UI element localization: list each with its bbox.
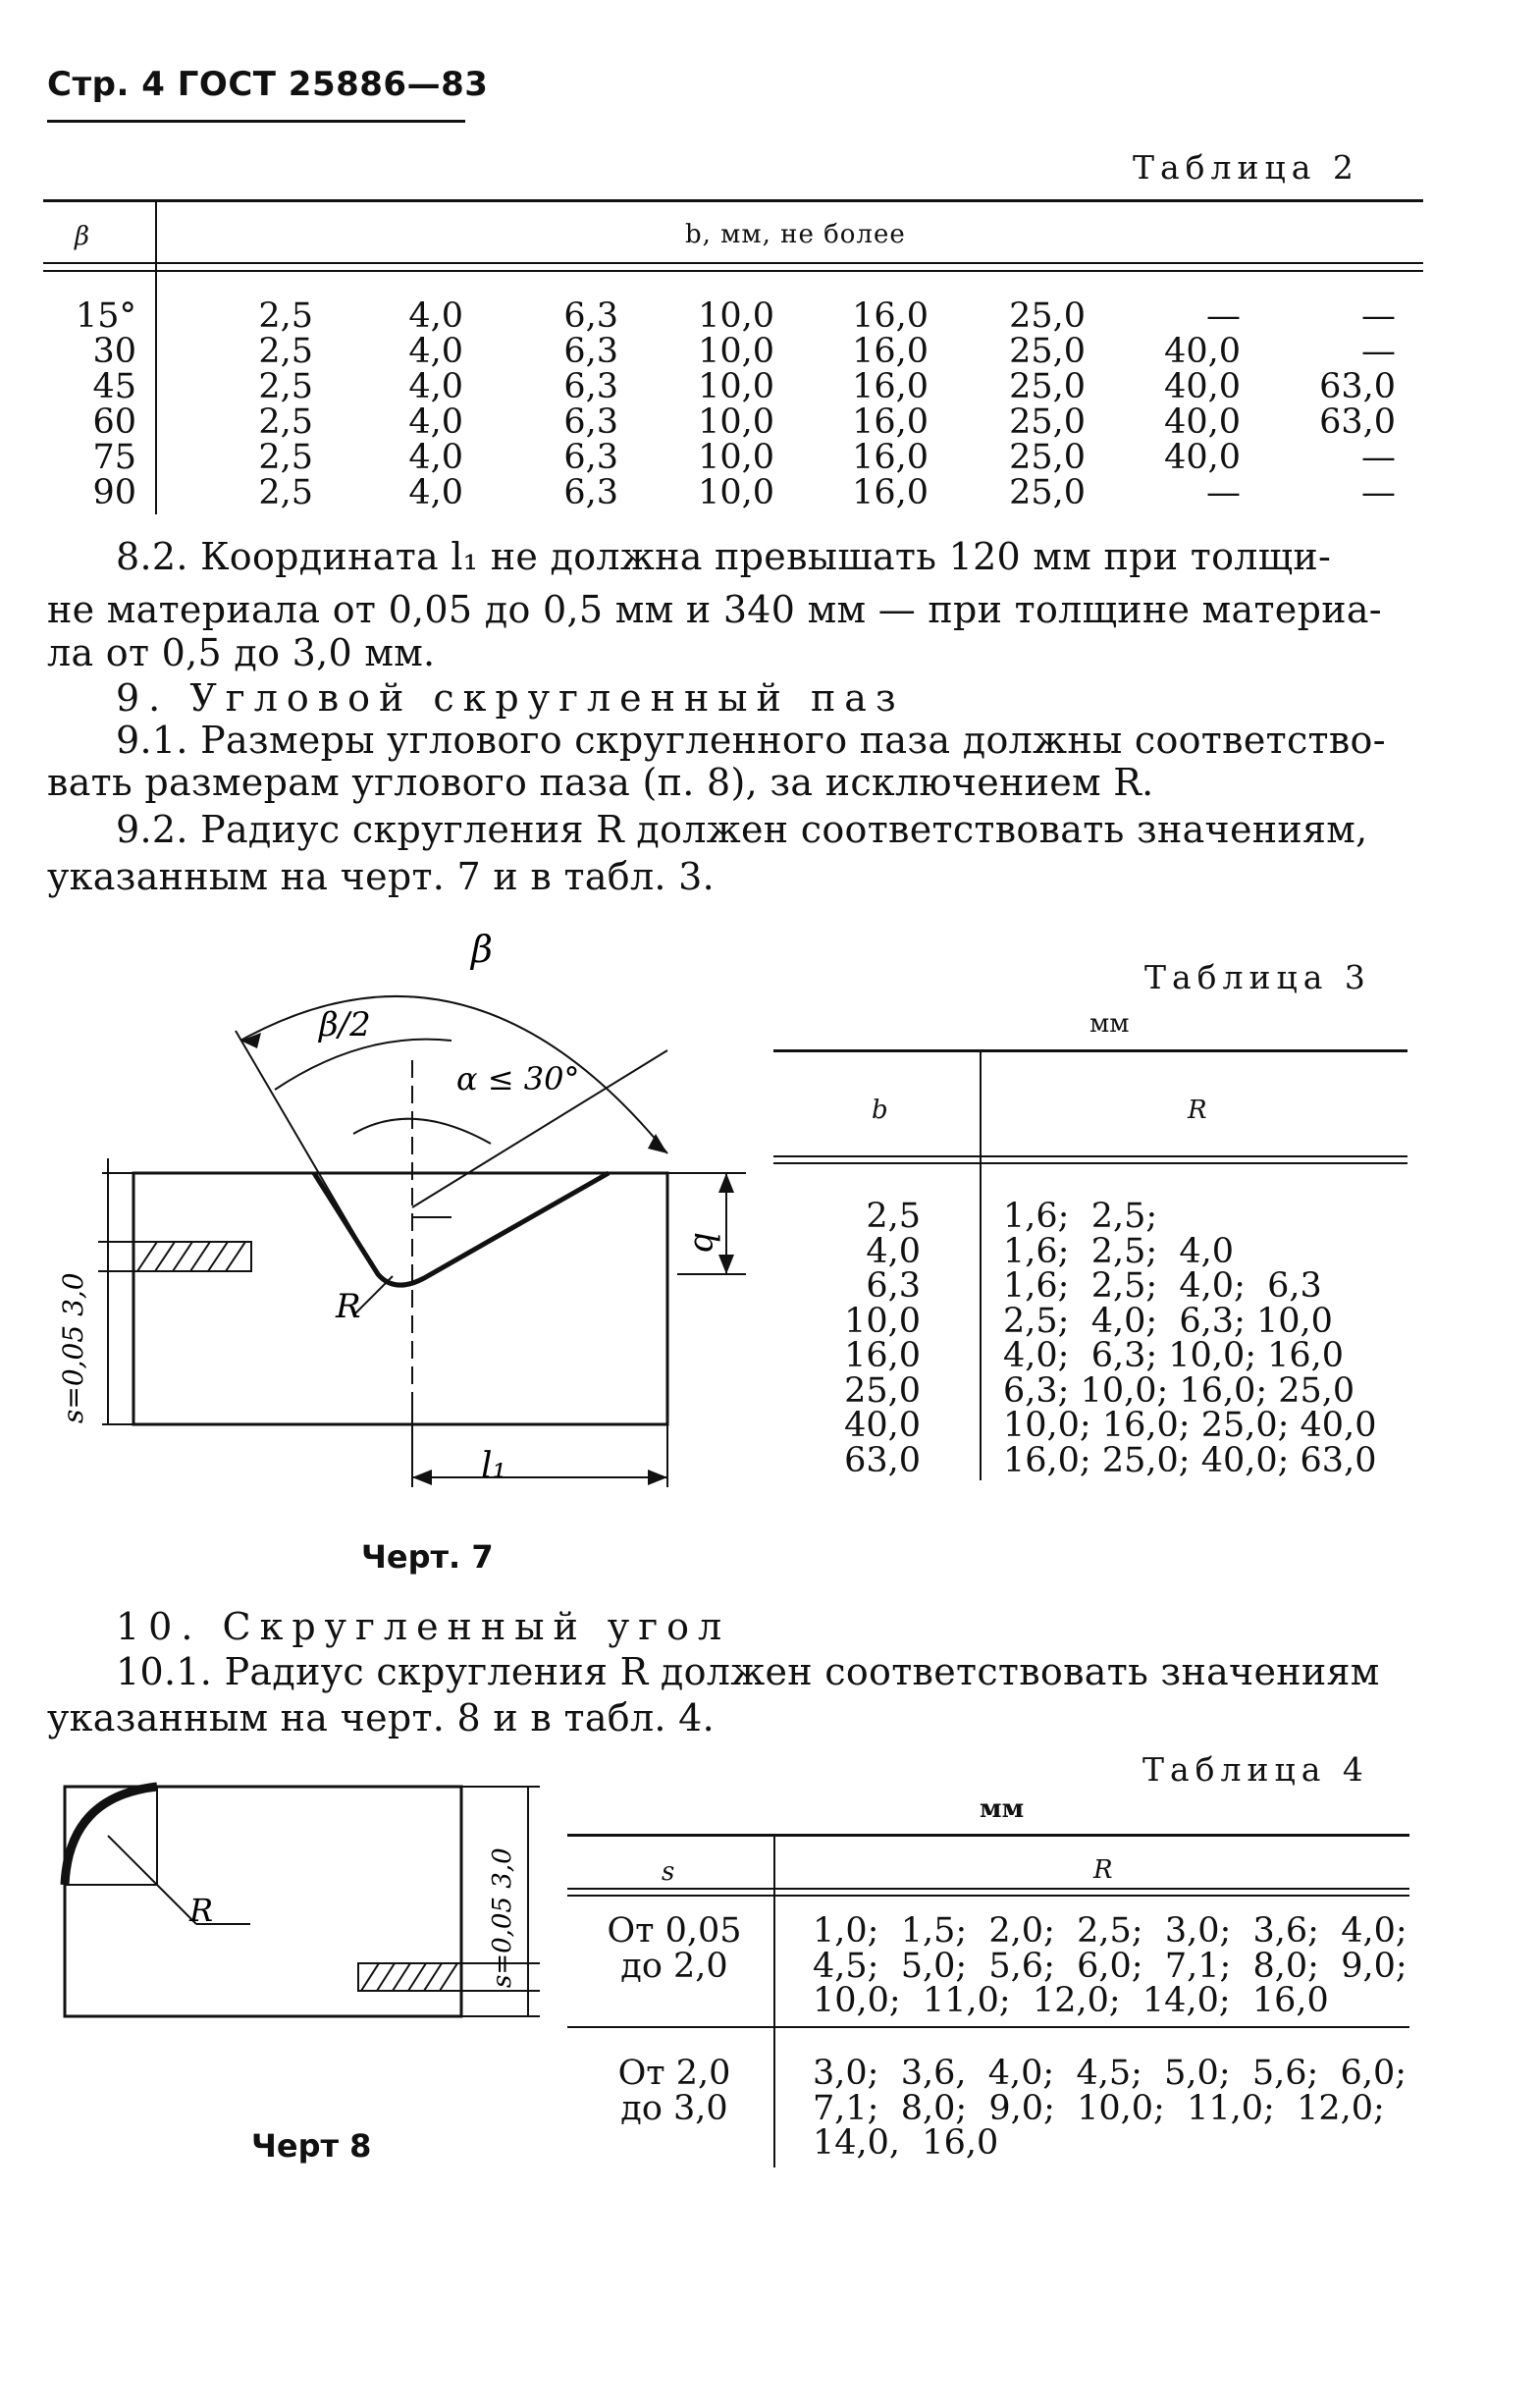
table2-b-cell: — (1206, 473, 1241, 512)
table3-b-header: b (872, 1096, 888, 1125)
table3-caption: Таблица 3 (1144, 958, 1371, 996)
table4-r-header: R (1093, 1855, 1113, 1885)
table4-row-separator (567, 2026, 1409, 2028)
heading-10: 10. Скругленный угол (116, 1605, 731, 1648)
table2-b-cell: 16,0 (852, 473, 929, 512)
table3-unit: мм (1089, 1009, 1130, 1039)
table2-b-cell: 16,0 (852, 402, 929, 442)
table2-b-cell: — (1361, 438, 1396, 477)
table2-b-cell: 40,0 (1164, 367, 1241, 406)
table2-beta-cell: 45 (92, 367, 136, 406)
page-header (47, 65, 488, 104)
fig7-alpha-label: α ≤ 30° (456, 1060, 580, 1097)
table2-b-cell: 25,0 (1009, 402, 1086, 442)
table4-row-1-r: 1,0; 1,5; 2,0; 2,5; 3,0; 3,6; 4,0; 4,5; 5,0; 5,6; 6,0; 7,1; 8,0; 9,0; 10,0; 11,0; 12,0; 14,0; 16,0 (813, 1911, 1407, 2020)
table2-beta-cell: 75 (92, 438, 136, 477)
table2-b-cell: 10,0 (698, 296, 774, 336)
fig7-l1-arrow-left (412, 1470, 432, 1485)
table2-b-cell: 40,0 (1164, 438, 1241, 477)
table2-b-cell: 2,5 (258, 296, 313, 336)
table2-beta-cell: 60 (92, 402, 136, 442)
figure-8-caption: Черт 8 (251, 2127, 372, 2165)
table2-b-cell: 10,0 (698, 473, 774, 512)
table2-header-rule-2 (43, 270, 1423, 272)
fig7-alpha-arc (353, 1119, 491, 1144)
para-8-2-line-1: 8.2. Координата l₁ не должна превышать 120 мм при толщи- (116, 535, 1332, 578)
table2-beta-cell: 90 (92, 473, 136, 512)
para-9-2-line-1: 9.2. Радиус скругления R должен соответствовать значениям, (116, 808, 1368, 851)
table2-b-cell: 6,3 (563, 367, 618, 406)
figure-7-drawing (39, 933, 766, 1600)
fig7-b-arrow-bottom (718, 1255, 734, 1274)
table2-b-cell: 2,5 (258, 473, 313, 512)
para-9-1-line-2: вать размерам углового паза (п. 8), за исключением R. (47, 761, 1154, 804)
table2-b-header: b, мм, не более (685, 220, 906, 249)
table4-row-1-s: От 0,05 до 2,0 (607, 1911, 742, 1986)
fig7-l1-arrow-right (648, 1470, 667, 1485)
table2-b-cell: 4,0 (408, 473, 463, 512)
table3-b-values: 2,5 4,0 6,3 10,0 16,0 25,0 40,0 63,0 (844, 1197, 921, 1480)
table2-b-cell: 40,0 (1164, 402, 1241, 442)
table3-r-header: R (1188, 1096, 1207, 1125)
table2-b-cell: 10,0 (698, 438, 774, 477)
fig7-hatch-section (133, 1242, 251, 1271)
table2-b-cell: 16,0 (852, 332, 929, 371)
fig7-slot-profile (314, 1173, 609, 1285)
table2-b-cell: 25,0 (1009, 473, 1086, 512)
page-number: Стр. 4 (47, 65, 166, 104)
fig7-beta-half-arc (275, 1040, 451, 1090)
fig7-coord-label: l₁ (481, 1446, 506, 1486)
table2-b-cell: 63,0 (1319, 402, 1396, 442)
table2-b-cell: 6,3 (563, 473, 618, 512)
fig7-beta-half-label: β/2 (319, 1005, 371, 1044)
table2-top-rule (43, 199, 1423, 202)
fig7-beta-label: β (471, 933, 493, 971)
figure-8-drawing (49, 1777, 550, 2032)
table2-column-rule (155, 202, 157, 514)
fig8-radius-leader (108, 1836, 196, 1924)
table2-caption: Таблица 2 (1133, 148, 1359, 187)
table2-b-cell: 63,0 (1319, 367, 1396, 406)
table3-r-values: 1,6; 2,5; 1,6; 2,5; 4,0 1,6; 2,5; 4,0; 6,3 2,5; 4,0; 6,3; 10,0 4,0; 6,3; 10,0; 16,0 6,3; 10,0; 16,0; 25,0 10,0; 16,0; 25,0; 40,0 16,0; 25,0; 40,0; 63,0 (1003, 1197, 1377, 1480)
table2-b-cell: 4,0 (408, 438, 463, 477)
table2-b-cell: — (1361, 332, 1396, 371)
table2-b-cell: — (1206, 296, 1241, 336)
table2-b-cell: 16,0 (852, 367, 929, 406)
header-rule (47, 120, 465, 123)
fig7-beta-arrow (648, 1134, 667, 1153)
table4-caption: Таблица 4 (1142, 1750, 1369, 1789)
table2-b-cell: 25,0 (1009, 367, 1086, 406)
table2-b-cell: 2,5 (258, 367, 313, 406)
table2-b-cell: 6,3 (563, 296, 618, 336)
para-9-2-line-2: указанным на черт. 7 и в табл. 3. (47, 855, 716, 898)
para-8-2-line-3: ла от 0,5 до 3,0 мм. (47, 631, 436, 674)
table2-b-cell: 2,5 (258, 332, 313, 371)
fig7-depth-label: b (686, 1232, 725, 1254)
table2-b-cell: 4,0 (408, 402, 463, 442)
fig7-beta-arc (240, 996, 667, 1153)
table2-b-cell: 4,0 (408, 296, 463, 336)
table2-beta-cell: 15° (75, 296, 136, 336)
table2-b-cell: 4,0 (408, 367, 463, 406)
table2-b-cell: 10,0 (698, 332, 774, 371)
table2-b-cell: 2,5 (258, 402, 313, 442)
figure-7-caption: Черт. 7 (361, 1538, 494, 1576)
table4-s-header: s (662, 1857, 675, 1887)
table2-b-cell: 25,0 (1009, 332, 1086, 371)
table2-b-cell: 16,0 (852, 296, 929, 336)
para-10-1-line-1: 10.1. Радиус скругления R должен соответствовать значениям (116, 1650, 1380, 1693)
fig7-b-arrow-top (718, 1173, 734, 1193)
table2-b-cell: 6,3 (563, 402, 618, 442)
table2-beta-cell: 30 (92, 332, 136, 371)
table2-b-cell: 6,3 (563, 438, 618, 477)
table2-b-cell: 16,0 (852, 438, 929, 477)
table2-b-cell: — (1361, 296, 1396, 336)
fig8-radius-label: R (189, 1892, 214, 1929)
table2-b-cell: 25,0 (1009, 296, 1086, 336)
fig7-radius-label: R (336, 1287, 361, 1326)
table2-b-cell: 25,0 (1009, 438, 1086, 477)
table2-b-cell: 40,0 (1164, 332, 1241, 371)
para-8-2-line-2: не материала от 0,05 до 0,5 мм и 340 мм — при толщине материа- (47, 588, 1382, 631)
table2-header-rule-1 (43, 262, 1423, 264)
table2-beta-header: β (75, 222, 90, 251)
table2-b-cell: 10,0 (698, 367, 774, 406)
table4-header-rule-2 (567, 1895, 1409, 1897)
table4-header-rule-1 (567, 1888, 1409, 1890)
table3-header-rule-1 (773, 1155, 1407, 1157)
standard-number: ГОСТ 25886—83 (177, 65, 489, 104)
heading-9: 9. Угловой скругленный паз (116, 676, 905, 720)
table4-top-rule (567, 1834, 1409, 1837)
table4-row-2-r: 3,0; 3,6, 4,0; 4,5; 5,0; 5,6; 6,0; 7,1; 8,0; 9,0; 10,0; 11,0; 12,0; 14,0, 16,0 (813, 2054, 1407, 2163)
para-9-1-line-1: 9.1. Размеры углового скругленного паза должны соответство- (116, 719, 1386, 762)
fig8-workpiece-outline (65, 1787, 461, 2016)
fig7-left-flank-extension (236, 1031, 378, 1274)
table3-top-rule (773, 1049, 1407, 1052)
table2-b-cell: 2,5 (258, 438, 313, 477)
table4-unit: мм (980, 1794, 1025, 1824)
fig8-thickness-label: s=0,05 3,0 (488, 1847, 517, 1988)
table3-column-rule (980, 1052, 982, 1480)
table2-b-cell: 4,0 (408, 332, 463, 371)
table2-b-cell: 10,0 (698, 402, 774, 442)
table4-column-rule (773, 1837, 775, 2167)
fig7-workpiece-outline (133, 1173, 667, 1424)
table4-row-2-s: От 2,0 до 3,0 (617, 2054, 731, 2128)
fig7-thickness-label: s=0,05 3,0 (57, 1272, 89, 1423)
fig8-hatch-section (358, 1963, 461, 1991)
table3-header-rule-2 (773, 1162, 1407, 1164)
para-10-1-line-2: указанным на черт. 8 и в табл. 4. (47, 1696, 716, 1739)
table2-b-cell: — (1361, 473, 1396, 512)
table2-b-cell: 6,3 (563, 332, 618, 371)
